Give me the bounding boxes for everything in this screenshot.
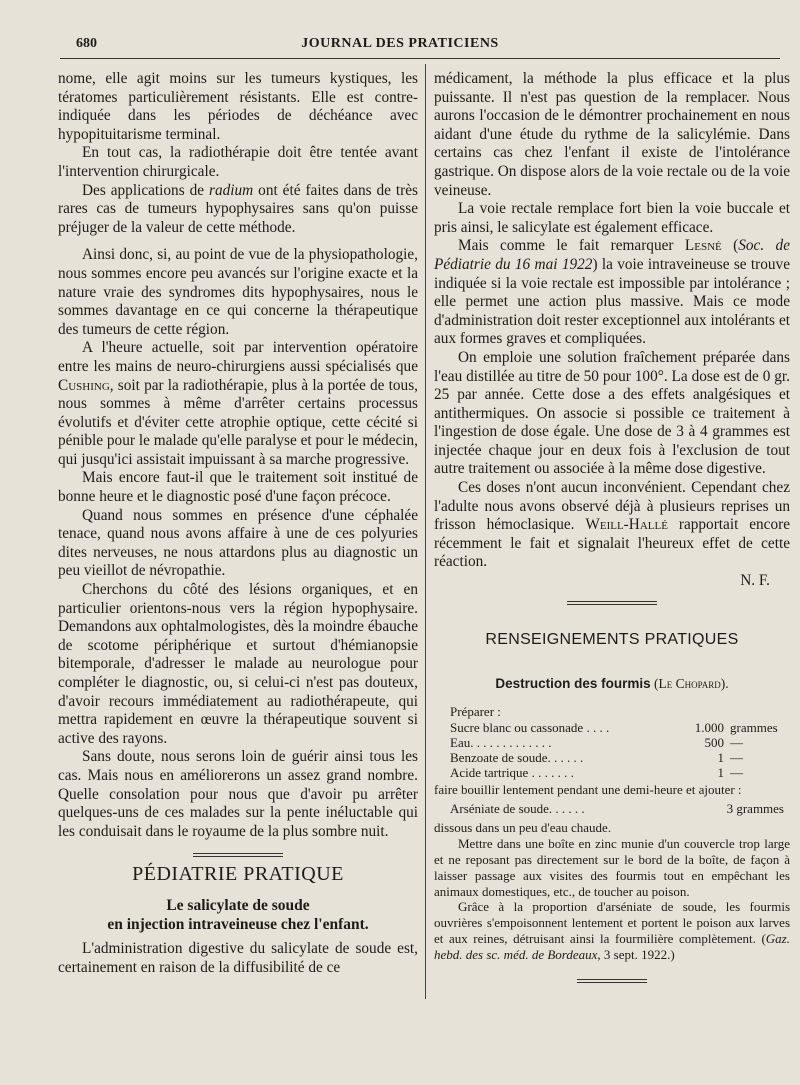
table-row: Arséniate de soude. . . . . . 3 grammes xyxy=(450,801,784,817)
table-row: Sucre blanc ou cassonade . . . . 1.000 grammes xyxy=(450,719,778,735)
section-rule xyxy=(193,853,283,857)
header-rule xyxy=(60,58,780,59)
right-column xyxy=(434,70,790,983)
article-subtitle: en injection intraveineuse chez l'enfant. xyxy=(107,915,369,933)
paragraph-cushing: A l'heure actuelle, soit par intervention opératoire entre les mains de neuro-chirurgiens aussi spécialisés que Cushing, soit par la radiothérapie, plus à la portée de tous, nous sommes à même d'arrêter certains processus évolutifs et d'éviter cette atrophie optique, cette cécité si pénible pour le malade qu'elle paralyse et pour le médecin, qui jusqu'ici assistait impuissant à sa marche progressive. xyxy=(58,339,418,468)
signature: N. F. xyxy=(740,572,770,590)
end-rule xyxy=(577,979,647,983)
paragraph-radium: Des applications de radium ont été faites dans de très rares cas de tumeurs hypophysaires sans qu'on puisse préjuger de la valeur de cette méthode. xyxy=(58,181,419,236)
paragraph: Cherchons du côté des lésions organiques, et en particulier orientons-nous vers la région hypophysaire. Demandons aux ophtalmologistes, dès la moindre ébauche de scotome périphérique et surtout d'hémianopsie bitemporale, d'adresser le malade au neurologue pour compléter le diagnostic, ou, si celui-ci n'est pas douteux, d'avoir recours immédiatement au radiothérapeute, qui mettra rapidement en œuvre la thérapeutique souvent si active des rayons. xyxy=(58,581,418,747)
left-column xyxy=(58,70,418,977)
paragraph: Mais encore faut-il que le traitement soit institué de bonne heure et le diagnostic posé d'une façon précoce. xyxy=(58,469,418,506)
paragraph-lesne: Mais comme le fait remarquer Lesné (Soc. de Pédiatrie du 16 mai 1922) la voie intraveineuse se trouve indiquée si la voie rectale est impossible par intolérance ; elle permet une action plus massive. Mais ce mode d'administration doit rester exceptionnel aux intolérants et aux formes graves et compliquées. xyxy=(434,237,790,348)
paragraph: Quand nous sommes en présence d'une céphalée tenace, quand nous avons affaire à une de ces polyuries dites nerveuses, ne nous attardons plus au diagnostic un peu vieillot de névropathie. xyxy=(58,506,418,580)
page-number: 680 xyxy=(76,36,97,51)
paragraph: On emploie une solution fraîchement préparée dans l'eau distillée au titre de 50 pour 100°. La dose est de 0 gr. 25 par année. Cette dose a des effets analgésiques et antithermiques. On associe si possible ce traitement à l'ingestion de dose égale. Une dose de 3 à 4 grammes est injectée chaque jour en deux fois à l'exclusion de tout autre traitement ou associée à la même dose digestive. xyxy=(434,348,790,478)
arsenic-row xyxy=(450,801,784,816)
paragraph: L'administration digestive du salicylate de soude est, certainement en raison de la diffusibilité de ce xyxy=(58,939,418,976)
dissolve-text: dissous dans un peu d'eau chaude. xyxy=(434,820,612,836)
paragraph-final: Grâce à la proportion d'arséniate de soude, les fourmis ouvrières s'empoisonnent lentement et portent le poison aux larves et aux reines, détruisant ainsi la fourmilière complètement. (Gaz. hebd. des sc. méd. de Bordeaux, 3 sept. 1922.) xyxy=(434,899,790,962)
running-head: JOURNAL DES PRATICIENS xyxy=(301,36,499,51)
boil-text: faire bouillir lentement pendant une demi-heure et ajouter : xyxy=(434,781,742,797)
paragraph: nome, elle agit moins sur les tumeurs kystiques, les tératomes particulièrement résistants. Elle est contre-indiquée dans les périodes de déchéance avec hypopituitarisme terminal. xyxy=(58,70,418,143)
table-row: Acide tartrique . . . . . . . 1 — xyxy=(450,764,743,780)
instructions: Mettre dans une boîte en zinc munie d'un couvercle trop large et ne reposant pas directement sur le bord de la boîte, de façon à laisser passage aux visites des fourmis tout en empêchant les animaux domestiques, etc., de toucher au poison. xyxy=(434,836,790,899)
paragraph: médicament, la méthode la plus efficace et la plus puissante. Il n'est pas question de la remplacer. Nous aurons l'occasion de le démontrer prochainement en nous aidant d'une étude du rythme de la salicylémie. Dans certains cas chez l'enfant il existe de l'intolérance gastrique. On dispose alors de la voie rectale ou de la voie veineuse. xyxy=(434,70,790,199)
article-title: Le salicylate de soude xyxy=(166,896,310,914)
prepare-label: Préparer : xyxy=(450,703,501,719)
table-row: Benzoate de soude. . . . . . 1 — xyxy=(450,749,743,765)
paragraph: Sans doute, nous serons loin de guérir ainsi tous les cas. Mais nous en améliorerons un assez grand nombre. Quelle consolation pour nous que d'avoir pu arrêter quelques-uns de ces malades sur la pente inéluctable qui les conduisait dans le royaume de la plus sombre nuit. xyxy=(58,748,418,840)
paragraph: Ainsi donc, si, au point de vue de la physiopathologie, nous sommes encore peu avancés sur l'origine exacte et la nature vraie des syndromes dits hypophysaires, nous le sommes davantage en ce qui concerne la thérapeutique des tumeurs de cette région. xyxy=(58,246,418,338)
paragraph-weill: Ces doses n'ont aucun inconvénient. Cependant chez l'adulte nous avons observé déjà à plusieurs reprises un frisson hémoclasique. Weill-Hallé rapportait encore récemment le fait et signalait l'heureux effet de cette réaction. xyxy=(434,479,791,571)
table-row: Eau. . . . . . . . . . . . . 500 — xyxy=(450,734,743,750)
paragraph: En tout cas, la radiothérapie doit être tentée avant l'intervention chirurgicale. xyxy=(58,144,418,180)
recipe-title: Destruction des fourmis (Le Chopard). xyxy=(495,676,729,692)
paragraph: La voie rectale remplace fort bien la voie buccale et pris ainsi, le salicylate est également efficace. xyxy=(434,200,790,236)
ingredient-table xyxy=(450,720,790,780)
section-rule xyxy=(567,601,657,605)
column-divider xyxy=(425,64,426,999)
section-heading: RENSEIGNEMENTS PRATIQUES xyxy=(485,630,739,648)
section-heading: PÉDIATRIE PRATIQUE xyxy=(132,863,344,886)
